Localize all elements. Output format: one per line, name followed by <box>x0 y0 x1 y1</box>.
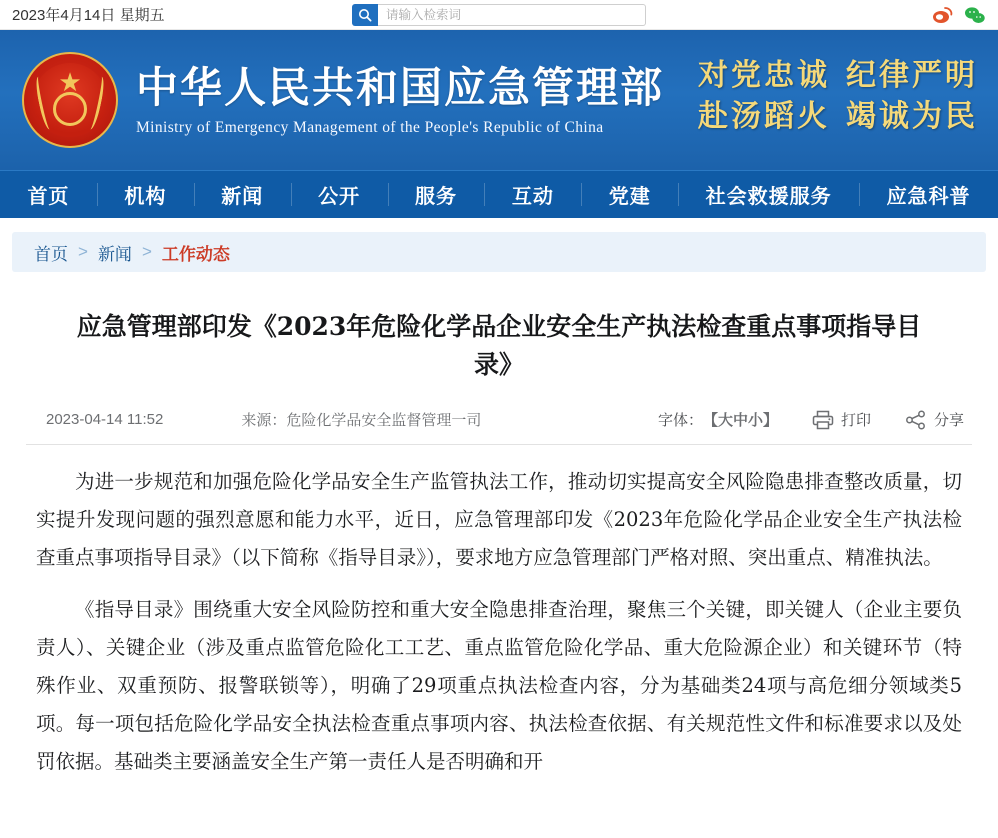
search-input[interactable] <box>378 4 646 26</box>
share-button[interactable] <box>905 409 964 430</box>
breadcrumb-news[interactable]: 新闻 <box>97 244 132 264</box>
article-date: 2023-04-14 11:52 <box>46 411 164 428</box>
breadcrumb-current: 工作动态 <box>161 244 230 264</box>
slogan-line2-b: 竭诚为民 <box>846 98 978 134</box>
emblem-star: ★ <box>58 67 82 98</box>
emblem-wheat-right <box>86 76 107 131</box>
article-source-label: 来源： <box>241 412 287 429</box>
slogan-line1-b: 纪律严明 <box>846 58 978 93</box>
nav-item-science[interactable]: 应急科普 <box>859 171 998 218</box>
national-emblem-icon <box>22 52 118 148</box>
breadcrumb-container <box>0 218 998 272</box>
article <box>0 308 998 781</box>
search-icon[interactable] <box>352 4 378 26</box>
share-label: 分享 <box>933 412 964 429</box>
nav-item-news[interactable]: 新闻 <box>194 171 291 218</box>
wechat-icon[interactable] <box>964 4 986 26</box>
breadcrumb-separator-2: > <box>141 242 152 261</box>
top-utility-bar <box>0 0 998 30</box>
nav-item-party[interactable]: 党建 <box>581 171 678 218</box>
site-masthead <box>0 30 998 170</box>
share-icon <box>905 410 927 430</box>
current-date: 2023年4月14日 星期五 <box>12 7 165 24</box>
social-links <box>932 4 986 26</box>
font-size-label: 字体： <box>657 412 703 429</box>
nav-item-home[interactable]: 首页 <box>27 186 70 208</box>
site-title <box>136 63 664 137</box>
site-title-cn: 中华人民共和国应急管理部 <box>136 62 665 112</box>
slogan-line1-a: 对党忠诚 <box>698 58 830 93</box>
article-source: 危险化学品安全监督管理一司 <box>286 412 482 429</box>
site-slogan <box>698 56 978 137</box>
nav-item-services[interactable]: 服务 <box>388 171 485 218</box>
article-body <box>26 445 972 781</box>
article-paragraph: 《指导目录》围绕重大安全风险防控和重大安全隐患排查治理，聚焦三个关键，即关键人（企业主要负责人）、关键企业（涉及重点监管危险化工工艺、重点监管危险化学品、重大危险源企业）和关键环节（特殊作业、双重预防、报警联锁等），明确了29项重点执法检查内容，分为基础类24项与高危细分领域类5项。每一项包括危险化学品安全执法检查重点事项内容、执法检查依据、有关规范性文件和标准要求以及处罚依据。基础类主要涵盖安全生产第一责任人是否明确和开 <box>36 598 962 774</box>
weibo-icon[interactable] <box>932 4 954 26</box>
article-paragraph: 为进一步规范和加强危险化学品安全生产监管执法工作，推动切实提高安全风险隐患排查整改质量，切实提升发现问题的强烈意愿和能力水平，近日，应急管理部印发《2023年危险化学品企业安全生产执法检查重点事项指导目录》（以下简称《指导目录》），要求地方应急管理部门严格对照、突出重点、精准执法。 <box>36 470 962 570</box>
nav-item-interact[interactable]: 互动 <box>484 171 581 218</box>
font-size-options[interactable]: 【大中小】 <box>702 412 778 429</box>
main-navigation <box>0 170 998 218</box>
breadcrumb-home[interactable]: 首页 <box>34 244 68 264</box>
breadcrumb <box>12 232 986 272</box>
print-button[interactable] <box>812 409 871 430</box>
emblem-wheat-left <box>33 76 54 131</box>
article-meta <box>26 409 972 445</box>
print-label: 打印 <box>840 412 871 429</box>
nav-item-org[interactable]: 机构 <box>97 171 194 218</box>
search-box[interactable] <box>352 4 646 26</box>
site-title-en: Ministry of Emergency Management of the People's Republic of China <box>136 119 604 137</box>
nav-item-openness[interactable]: 公开 <box>291 171 388 218</box>
emblem-gear <box>53 92 87 126</box>
breadcrumb-separator-1: > <box>78 242 88 261</box>
slogan-line2-a: 赴汤蹈火 <box>698 98 830 134</box>
printer-icon <box>812 410 834 430</box>
nav-item-rescue[interactable]: 社会救援服务 <box>678 171 859 218</box>
article-title: 应急管理部印发《2023年危险化学品企业安全生产执法检查重点事项指导目录》 <box>76 312 922 379</box>
